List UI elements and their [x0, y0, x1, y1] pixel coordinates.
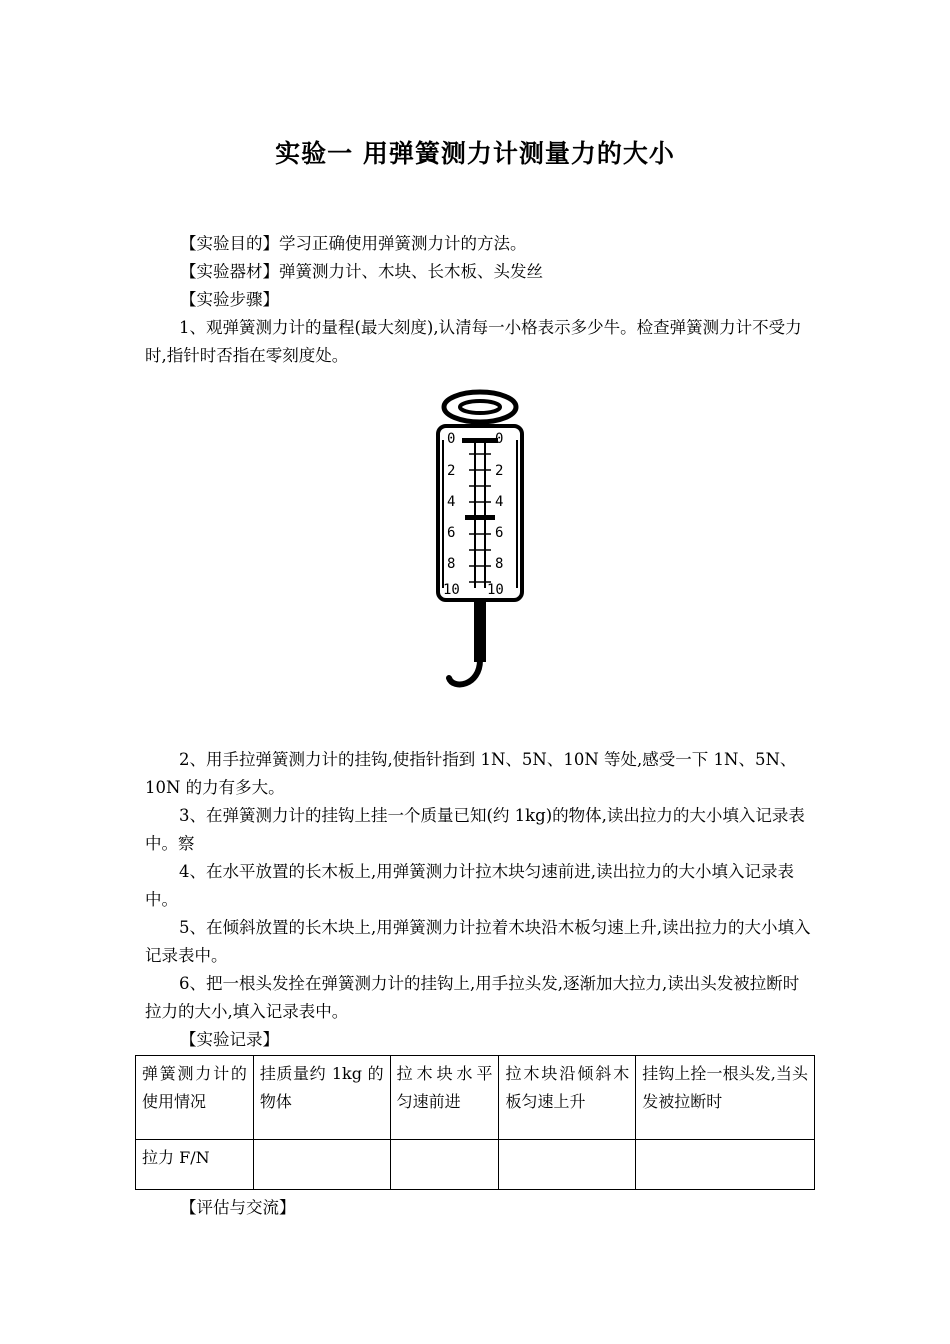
cell-1kg[interactable] — [253, 1140, 390, 1190]
right-scale-10: 10 — [487, 582, 504, 598]
header-hair: 挂钩上拴一根头发,当头发被拉断时 — [636, 1056, 815, 1140]
record-heading: 【实验记录】 — [180, 1030, 279, 1049]
top-ring-inner — [460, 401, 500, 413]
cell-hair[interactable] — [636, 1140, 815, 1190]
pointer — [462, 438, 498, 443]
right-scale-8: 8 — [495, 556, 504, 572]
right-scale-4: 4 — [495, 494, 504, 510]
header-incline: 拉木块沿倾斜木板匀速上升 — [499, 1056, 636, 1140]
steps-heading: 【实验步骤】 — [180, 290, 279, 309]
header-horizontal: 拉木块水平匀速前进 — [390, 1056, 499, 1140]
step-1: 1、观弹簧测力计的量程(最大刻度),认清每一小格表示多少牛。检查弹簧测力计不受力时,指针时否指在零刻度处。 — [145, 318, 802, 365]
purpose-line: 【实验目的】学习正确使用弹簧测力计的方法。 — [180, 234, 527, 253]
hook — [449, 660, 480, 684]
step-3: 3、在弹簧测力计的挂钩上挂一个质量已知(约 1kg)的物体,读出拉力的大小填入记录表中。察 — [145, 806, 805, 853]
hook-stem — [474, 600, 486, 662]
left-scale-4: 4 — [447, 494, 456, 510]
record-table — [135, 1055, 815, 1190]
cell-incline[interactable] — [499, 1140, 636, 1190]
right-scale-2: 2 — [495, 463, 504, 479]
eval-heading: 【评估与交流】 — [180, 1198, 296, 1217]
step-4: 4、在水平放置的长木板上,用弹簧测力计拉木块匀速前进,读出拉力的大小填入记录表中。 — [145, 862, 794, 909]
top-ring-outer — [444, 392, 516, 422]
header-1kg: 挂质量约 1kg 的物体 — [253, 1056, 390, 1140]
step-5: 5、在倾斜放置的长木块上,用弹簧测力计拉着木块沿木板匀速上升,读出拉力的大小填入记录表中。 — [145, 918, 811, 965]
right-scale-0: 0 — [495, 431, 504, 447]
row-label-force: 拉力 F/N — [136, 1140, 254, 1190]
left-scale-0: 0 — [447, 431, 456, 447]
scale-body — [438, 426, 522, 600]
materials-line: 【实验器材】弹簧测力计、木块、长木板、头发丝 — [180, 262, 543, 281]
spring-scale-figure — [425, 388, 535, 693]
table-header-row — [136, 1056, 815, 1140]
table-row — [136, 1140, 815, 1190]
cell-horizontal[interactable] — [390, 1140, 499, 1190]
left-scale-8: 8 — [447, 556, 456, 572]
left-scale-6: 6 — [447, 525, 456, 541]
step-2: 2、用手拉弹簧测力计的挂钩,使指针指到 1N、5N、10N 等处,感受一下 1N、5N、10N 的力有多大。 — [145, 750, 797, 797]
left-scale-10: 10 — [443, 582, 460, 598]
header-usage: 弹簧测力计的使用情况 — [136, 1056, 254, 1140]
right-scale-6: 6 — [495, 525, 504, 541]
step-6: 6、把一根头发拴在弹簧测力计的挂钩上,用手拉头发,逐渐加大拉力,读出头发被拉断时拉力的大小,填入记录表中。 — [145, 974, 800, 1021]
page-title: 实验一 用弹簧测力计测量力的大小 — [275, 139, 675, 168]
left-scale-2: 2 — [447, 463, 456, 479]
